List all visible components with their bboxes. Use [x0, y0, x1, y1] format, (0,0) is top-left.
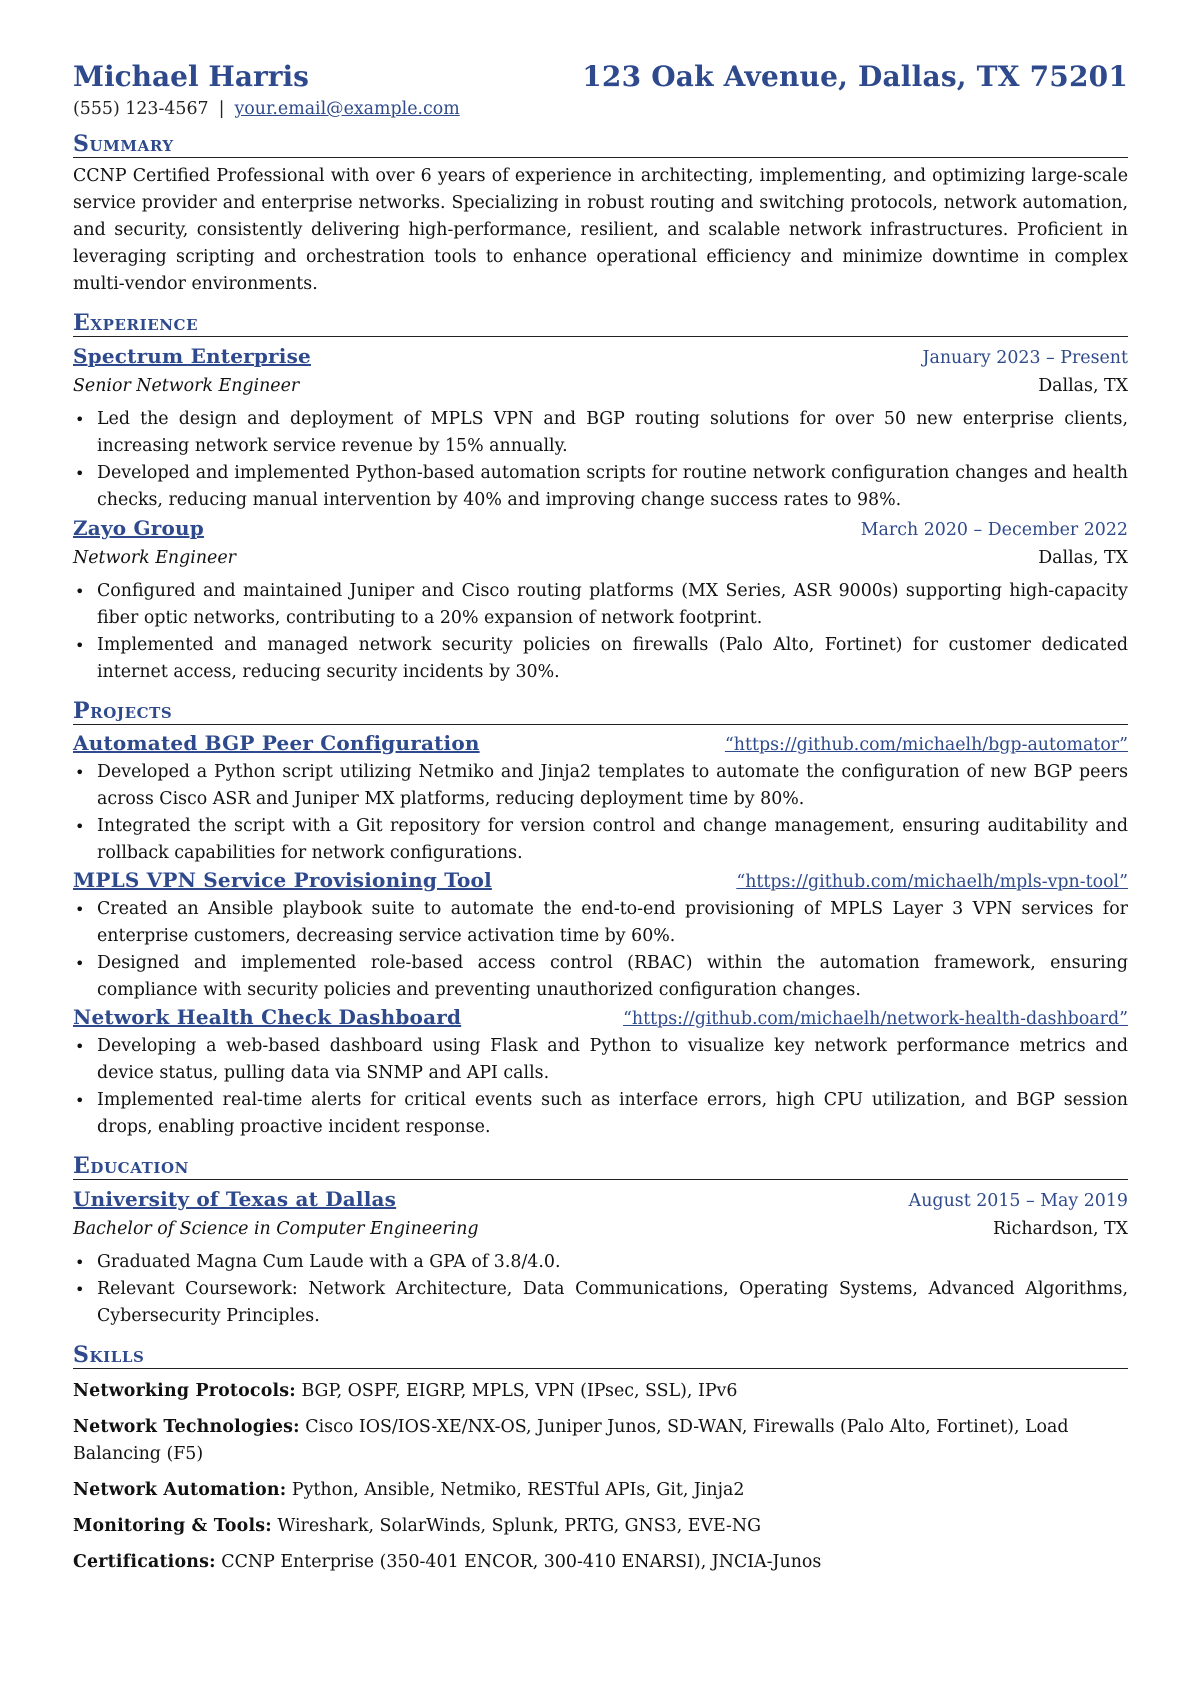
contact-separator: | — [218, 99, 225, 119]
candidate-address: 123 Oak Avenue, Dallas, TX 75201 — [582, 60, 1128, 93]
list-item: • Relevant Coursework: Network Architecture, Data Communications, Operating Systems, Advanced Algorithms, Cybersecurity Principles. — [97, 1276, 1128, 1330]
experience-section — [73, 310, 1128, 686]
skill-label: Certifications: — [73, 1552, 216, 1572]
skill-value: CCNP Enterprise (350-401 ENCOR, 300-410 ENARSI), JNCIA-Junos — [221, 1552, 822, 1572]
list-item: • Led the design and deployment of MPLS VPN and BGP routing solutions for over 50 new enterprise clients, increasing network service revenue by 15% annually. — [97, 406, 1128, 460]
employer-link[interactable]: Spectrum Enterprise — [73, 344, 311, 368]
project-name-link[interactable]: Network Health Check Dashboard — [73, 1005, 462, 1029]
skill-label: Monitoring & Tools: — [73, 1516, 272, 1536]
job-location: Dallas, TX — [1038, 548, 1128, 568]
job-location: Dallas, TX — [1038, 376, 1128, 396]
list-item: • Implemented real-time alerts for critical events such as interface errors, high CPU utilization, and BGP session drops, enabling proactive incident response. — [97, 1087, 1128, 1141]
summary-section — [73, 131, 1128, 298]
section-title-skills: Skills — [73, 1342, 1128, 1369]
project-entry — [73, 867, 1128, 1004]
bullet-list — [73, 406, 1128, 514]
project-repo-link[interactable]: “https://github.com/michaelh/bgp-automator” — [724, 735, 1128, 755]
employment-dates: January 2023 – Present — [922, 348, 1128, 368]
section-title-projects: Projects — [73, 698, 1128, 725]
project-entry — [73, 730, 1128, 867]
section-title-summary: Summary — [73, 131, 1128, 158]
contact-line — [73, 99, 1128, 119]
bullet-list — [73, 1249, 1128, 1330]
list-item: • Developed a Python script utilizing Netmiko and Jinja2 templates to automate the configuration of new BGP peers across Cisco ASR and Juniper MX platforms, reducing deployment time by 80%. — [97, 759, 1128, 813]
education-entry — [73, 1185, 1128, 1330]
employer-link[interactable]: Zayo Group — [73, 516, 204, 540]
list-item: • Graduated Magna Cum Laude with a GPA of 3.8/4.0. — [97, 1249, 1128, 1276]
education-section — [73, 1153, 1128, 1330]
section-title-experience: Experience — [73, 310, 1128, 337]
skill-value: Cisco IOS/IOS-XE/NX-OS, Juniper Junos, SD-WAN, Firewalls (Palo Alto, Fortinet), Load Balancing (F5) — [73, 1417, 1069, 1464]
education-dates: August 2015 – May 2019 — [908, 1191, 1128, 1211]
skill-label: Networking Protocols: — [73, 1381, 296, 1401]
list-item: • Developed and implemented Python-based automation scripts for routine network configuration changes and health checks, reducing manual intervention by 40% and improving change success rates to 98%. — [97, 460, 1128, 514]
project-entry — [73, 1004, 1128, 1141]
bullet-list — [73, 578, 1128, 686]
project-name-link[interactable]: Automated BGP Peer Configuration — [73, 731, 480, 755]
skill-value: BGP, OSPF, EIGRP, MPLS, VPN (IPsec, SSL), IPv6 — [301, 1381, 738, 1401]
list-item: • Configured and maintained Juniper and Cisco routing platforms (MX Series, ASR 9000s) supporting high-capacity fiber optic networks, contributing to a 20% expansion of network footprint. — [97, 578, 1128, 632]
skill-label: Network Technologies: — [73, 1417, 300, 1437]
list-item: • Implemented and managed network security policies on firewalls (Palo Alto, Fortinet) for customer dedicated internet access, reducing security incidents by 30%. — [97, 632, 1128, 686]
list-item: • Designed and implemented role-based access control (RBAC) within the automation framework, ensuring compliance with security policies and preventing unauthorized configuration changes. — [97, 950, 1128, 1004]
school-location: Richardson, TX — [992, 1219, 1128, 1239]
email-link[interactable]: your.email@example.com — [234, 99, 460, 119]
employment-dates: March 2020 – December 2022 — [860, 520, 1128, 540]
skill-row — [73, 1477, 1128, 1504]
project-repo-link[interactable]: “https://github.com/michaelh/network-health-dashboard” — [623, 1009, 1128, 1029]
school-link[interactable]: University of Texas at Dallas — [73, 1187, 397, 1211]
bullet-list — [73, 1033, 1128, 1141]
skill-row — [73, 1513, 1128, 1540]
skill-row — [73, 1549, 1128, 1576]
skill-label: Network Automation: — [73, 1480, 287, 1500]
job-title: Network Engineer — [73, 548, 236, 568]
bullet-list — [73, 896, 1128, 1004]
degree-title: Bachelor of Science in Computer Engineering — [73, 1219, 479, 1239]
section-title-education: Education — [73, 1153, 1128, 1180]
job-title: Senior Network Engineer — [73, 376, 300, 396]
resume-header — [73, 60, 1128, 93]
candidate-name: Michael Harris — [73, 60, 309, 93]
skill-value: Python, Ansible, Netmiko, RESTful APIs, Git, Jinja2 — [291, 1480, 745, 1500]
project-repo-link[interactable]: “https://github.com/michaelh/mpls-vpn-tool” — [736, 872, 1128, 892]
summary-text: CCNP Certified Professional with over 6 years of experience in architecting, implementing, and optimizing large-scale service provider and enterprise networks. Specializing in robust routing and switching protocols, network automation, and security, consistently delivering high-performance, resilient, and scalable network infrastructures. Proficient in leveraging scripting and orchestration tools to enhance operational efficiency and minimize downtime in complex multi-vendor environments. — [73, 166, 1128, 294]
bullet-list — [73, 759, 1128, 867]
skill-row — [73, 1378, 1128, 1405]
skills-section — [73, 1342, 1128, 1576]
list-item: • Integrated the script with a Git repository for version control and change management, ensuring auditability and rollback capabilities for network configurations. — [97, 813, 1128, 867]
list-item: • Developing a web-based dashboard using Flask and Python to visualize key network performance metrics and device status, pulling data via SNMP and API calls. — [97, 1033, 1128, 1087]
experience-entry — [73, 342, 1128, 514]
list-item: • Created an Ansible playbook suite to automate the end-to-end provisioning of MPLS Layer 3 VPN services for enterprise customers, decreasing service activation time by 60%. — [97, 896, 1128, 950]
skill-row — [73, 1414, 1128, 1468]
phone-number: (555) 123-4567 — [73, 99, 209, 119]
project-name-link[interactable]: MPLS VPN Service Provisioning Tool — [73, 868, 492, 892]
projects-section — [73, 698, 1128, 1141]
experience-entry — [73, 514, 1128, 686]
skill-value: Wireshark, SolarWinds, Splunk, PRTG, GNS3, EVE-NG — [277, 1516, 762, 1536]
